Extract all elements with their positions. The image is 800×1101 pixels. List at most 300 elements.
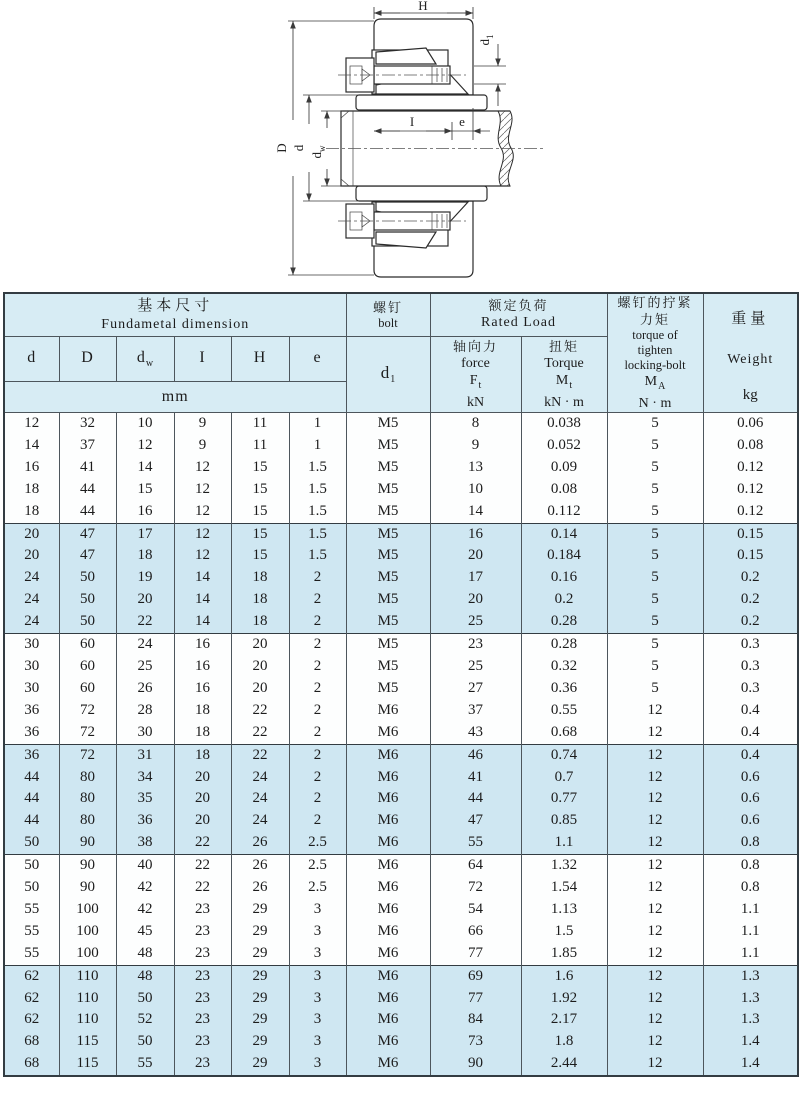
table-cell: 60: [59, 678, 116, 700]
table-cell: 29: [231, 1053, 289, 1076]
table-row: [4, 678, 798, 700]
torque-symbol: $M_t$: [555, 372, 573, 391]
label-d: d: [291, 144, 306, 152]
force-en: force: [461, 355, 490, 371]
col-I: I: [174, 336, 231, 382]
unit-mm: mm: [4, 382, 346, 413]
table-cell: 42: [116, 877, 174, 899]
header-weight-en: Weight: [727, 351, 774, 367]
table-cell: 25: [430, 611, 521, 633]
table-cell: 55: [116, 1053, 174, 1076]
table-cell: 22: [116, 611, 174, 633]
table-cell: M5: [346, 545, 430, 567]
header-tighten-unit: N · m: [638, 396, 672, 411]
table-cell: 5: [607, 545, 703, 567]
table-cell: 20: [231, 634, 289, 656]
table-cell: 22: [231, 722, 289, 744]
table-cell: 41: [59, 457, 116, 479]
table-cell: M6: [346, 722, 430, 744]
table-cell: 2.5: [289, 855, 346, 877]
table-cell: 0.2: [703, 611, 798, 633]
dimension-H: [374, 0, 473, 19]
table-cell: 50: [59, 589, 116, 611]
table-cell: 12: [607, 877, 703, 899]
table-cell: 0.08: [521, 479, 607, 501]
table-cell: 0.28: [521, 634, 607, 656]
table-row: [4, 567, 798, 589]
table-cell: 50: [59, 567, 116, 589]
table-row: [4, 457, 798, 479]
table-row: [4, 744, 798, 766]
table-cell: 20: [231, 678, 289, 700]
table-cell: 14: [174, 589, 231, 611]
table-cell: 3: [289, 921, 346, 943]
table-row: [4, 435, 798, 457]
table-cell: 5: [607, 611, 703, 633]
table-cell: 0.8: [703, 855, 798, 877]
table-cell: 12: [607, 1009, 703, 1031]
force-unit: kN: [466, 394, 485, 410]
table-cell: 0.55: [521, 700, 607, 722]
table-cell: 15: [231, 457, 289, 479]
table-cell: 22: [174, 877, 231, 899]
force-cn: 轴向力: [452, 338, 498, 354]
table-cell: 54: [430, 899, 521, 921]
table-cell: 55: [4, 943, 59, 965]
table-cell: M5: [346, 523, 430, 545]
table-cell: 2: [289, 810, 346, 832]
header-tighten-en3: locking-bolt: [624, 358, 686, 372]
table-cell: 0.77: [521, 788, 607, 810]
table-cell: 77: [430, 988, 521, 1010]
table-cell: M6: [346, 1053, 430, 1076]
table-row: [4, 1031, 798, 1053]
table-cell: 11: [231, 435, 289, 457]
table-cell: 3: [289, 943, 346, 965]
table-row: [4, 943, 798, 965]
table-cell: 1: [289, 435, 346, 457]
table-cell: 80: [59, 788, 116, 810]
table-cell: M6: [346, 855, 430, 877]
table-cell: 18: [4, 479, 59, 501]
table-cell: 20: [174, 810, 231, 832]
table-cell: 5: [607, 457, 703, 479]
table-cell: 14: [4, 435, 59, 457]
table-cell: 2: [289, 744, 346, 766]
table-cell: 2: [289, 611, 346, 633]
table-cell: 12: [607, 788, 703, 810]
table-row: [4, 611, 798, 633]
table-cell: 3: [289, 988, 346, 1010]
table-cell: 90: [59, 832, 116, 854]
table-cell: 12: [607, 943, 703, 965]
table-row: [4, 479, 798, 501]
table-cell: 12: [607, 810, 703, 832]
table-row: [4, 700, 798, 722]
table-cell: 0.8: [703, 832, 798, 854]
table-cell: 47: [59, 545, 116, 567]
table-cell: 35: [116, 788, 174, 810]
table-cell: 50: [116, 1031, 174, 1053]
table-cell: 23: [174, 988, 231, 1010]
torque-en: Torque: [544, 355, 584, 371]
table-cell: 27: [430, 678, 521, 700]
header-weight-cn: 重量: [731, 310, 770, 327]
label-I: I: [409, 114, 415, 129]
table-cell: 30: [4, 678, 59, 700]
table-cell: 29: [231, 988, 289, 1010]
table-cell: 52: [116, 1009, 174, 1031]
table-cell: 44: [59, 479, 116, 501]
table-cell: 9: [430, 435, 521, 457]
table-cell: 23: [174, 965, 231, 987]
table-cell: 23: [174, 943, 231, 965]
table-cell: 12: [174, 501, 231, 523]
technical-drawing: [0, 0, 800, 292]
table-row: [4, 501, 798, 523]
table-cell: 1.1: [521, 832, 607, 854]
table-row: [4, 767, 798, 789]
table-cell: 22: [174, 832, 231, 854]
table-cell: 110: [59, 965, 116, 987]
table-cell: 0.2: [521, 589, 607, 611]
table-cell: 80: [59, 767, 116, 789]
table-cell: 72: [59, 700, 116, 722]
table-cell: M5: [346, 501, 430, 523]
table-cell: 42: [116, 899, 174, 921]
header-rated-en: Rated Load: [481, 315, 556, 331]
table-cell: 110: [59, 1009, 116, 1031]
table-cell: 14: [116, 457, 174, 479]
table-cell: 100: [59, 899, 116, 921]
table-cell: 2: [289, 567, 346, 589]
table-cell: 47: [59, 523, 116, 545]
table-cell: 1.1: [703, 899, 798, 921]
table-row: [4, 788, 798, 810]
table-cell: 0.06: [703, 413, 798, 435]
table-cell: 0.68: [521, 722, 607, 744]
table-cell: M6: [346, 988, 430, 1010]
header-tighten-cn2: 力矩: [640, 312, 671, 327]
header-tighten-en2: tighten: [637, 343, 673, 357]
table-cell: 20: [231, 656, 289, 678]
table-cell: 1.5: [521, 921, 607, 943]
table-row: [4, 545, 798, 567]
label-e: e: [459, 114, 465, 129]
table-cell: 5: [607, 435, 703, 457]
table-cell: 44: [4, 767, 59, 789]
table-cell: 2: [289, 634, 346, 656]
table-cell: 18: [231, 611, 289, 633]
table-cell: M6: [346, 832, 430, 854]
table-cell: 0.7: [521, 767, 607, 789]
header-basic-dimension: [4, 293, 346, 336]
table-cell: 44: [430, 788, 521, 810]
table-cell: 23: [430, 634, 521, 656]
table-cell: 1.8: [521, 1031, 607, 1053]
table-cell: 12: [607, 767, 703, 789]
table-cell: 50: [4, 877, 59, 899]
table-cell: M6: [346, 767, 430, 789]
table-cell: 0.4: [703, 744, 798, 766]
table-cell: 115: [59, 1031, 116, 1053]
table-cell: 24: [231, 788, 289, 810]
table-cell: 50: [4, 832, 59, 854]
table-cell: 1.6: [521, 965, 607, 987]
header-weight-unit: kg: [742, 386, 758, 403]
table-cell: 29: [231, 1009, 289, 1031]
table-cell: 16: [116, 501, 174, 523]
table-cell: 62: [4, 988, 59, 1010]
table-cell: 0.052: [521, 435, 607, 457]
table-cell: M5: [346, 413, 430, 435]
table-cell: 0.2: [703, 567, 798, 589]
label-H: H: [418, 0, 428, 13]
table-cell: 23: [174, 1031, 231, 1053]
header-basic-cn: 基本尺寸: [137, 297, 214, 314]
table-row: [4, 832, 798, 854]
table-cell: M6: [346, 877, 430, 899]
table-cell: 0.3: [703, 678, 798, 700]
table-cell: 0.6: [703, 788, 798, 810]
table-cell: 0.6: [703, 810, 798, 832]
table-cell: 30: [4, 656, 59, 678]
table-cell: 29: [231, 943, 289, 965]
table-cell: 3: [289, 1053, 346, 1076]
table-cell: 0.2: [703, 589, 798, 611]
table-cell: 50: [4, 855, 59, 877]
table-cell: 5: [607, 656, 703, 678]
table-row: [4, 965, 798, 987]
header-basic-en: Fundametal dimension: [101, 316, 250, 332]
table-cell: 37: [430, 700, 521, 722]
table-cell: 12: [607, 921, 703, 943]
spec-table-wrap: [3, 292, 799, 1077]
table-cell: 1.4: [703, 1031, 798, 1053]
table-cell: 0.4: [703, 722, 798, 744]
table-cell: 5: [607, 678, 703, 700]
table-cell: 29: [231, 921, 289, 943]
header-bolt-cn: 螺钉: [372, 299, 403, 315]
table-cell: 0.74: [521, 744, 607, 766]
table-cell: 0.4: [703, 700, 798, 722]
table-cell: 1.5: [289, 501, 346, 523]
table-cell: 0.32: [521, 656, 607, 678]
table-cell: 2: [289, 656, 346, 678]
col-d1: $d_1$: [346, 336, 430, 413]
table-cell: 2.5: [289, 877, 346, 899]
table-cell: 23: [174, 1009, 231, 1031]
table-cell: M6: [346, 1009, 430, 1031]
table-cell: M6: [346, 965, 430, 987]
table-cell: 20: [430, 545, 521, 567]
table-cell: 73: [430, 1031, 521, 1053]
table-cell: 0.8: [703, 877, 798, 899]
table-cell: 90: [59, 877, 116, 899]
table-cell: 9: [174, 413, 231, 435]
table-row: [4, 1053, 798, 1076]
table-cell: 16: [4, 457, 59, 479]
table-cell: 12: [174, 523, 231, 545]
table-cell: 66: [430, 921, 521, 943]
table-cell: 3: [289, 965, 346, 987]
table-cell: M6: [346, 788, 430, 810]
table-cell: 12: [116, 435, 174, 457]
table-cell: 29: [231, 1031, 289, 1053]
table-cell: 2.5: [289, 832, 346, 854]
force-symbol: $F_t$: [469, 372, 482, 391]
table-cell: 2: [289, 722, 346, 744]
table-cell: M6: [346, 921, 430, 943]
table-cell: 64: [430, 855, 521, 877]
table-cell: M6: [346, 899, 430, 921]
table-cell: 68: [4, 1031, 59, 1053]
table-cell: 12: [607, 899, 703, 921]
table-cell: 1.5: [289, 523, 346, 545]
table-cell: 17: [116, 523, 174, 545]
table-body: [4, 413, 798, 1077]
table-cell: 23: [174, 1053, 231, 1076]
table-cell: 9: [174, 435, 231, 457]
table-row: [4, 877, 798, 899]
table-cell: 18: [231, 567, 289, 589]
table-cell: 18: [231, 589, 289, 611]
table-cell: 0.14: [521, 523, 607, 545]
table-cell: 44: [59, 501, 116, 523]
table-cell: 12: [607, 700, 703, 722]
table-cell: 72: [59, 744, 116, 766]
table-cell: 14: [174, 611, 231, 633]
table-cell: M5: [346, 656, 430, 678]
table-cell: M6: [346, 700, 430, 722]
table-cell: 2: [289, 678, 346, 700]
table-cell: 0.112: [521, 501, 607, 523]
table-cell: 0.6: [703, 767, 798, 789]
table-cell: 23: [174, 899, 231, 921]
table-cell: 18: [116, 545, 174, 567]
table-cell: 18: [174, 722, 231, 744]
table-cell: 50: [116, 988, 174, 1010]
table-cell: 72: [430, 877, 521, 899]
table-cell: 12: [4, 413, 59, 435]
table-cell: 90: [59, 855, 116, 877]
table-cell: 20: [4, 523, 59, 545]
table-cell: 22: [231, 700, 289, 722]
table-cell: 15: [116, 479, 174, 501]
table-cell: M5: [346, 457, 430, 479]
table-cell: 3: [289, 899, 346, 921]
table-cell: 11: [231, 413, 289, 435]
table-cell: 15: [231, 545, 289, 567]
table-cell: 1.5: [289, 479, 346, 501]
label-d1: $d_1$: [477, 34, 495, 46]
table-cell: 0.15: [703, 523, 798, 545]
table-cell: 43: [430, 722, 521, 744]
table-cell: 0.12: [703, 501, 798, 523]
table-cell: 90: [430, 1053, 521, 1076]
table-cell: 26: [231, 855, 289, 877]
table-cell: 60: [59, 634, 116, 656]
table-cell: 36: [4, 700, 59, 722]
table-cell: M5: [346, 479, 430, 501]
table-row: [4, 722, 798, 744]
table-cell: 10: [430, 479, 521, 501]
table-cell: M5: [346, 589, 430, 611]
table-cell: 12: [607, 855, 703, 877]
table-cell: 13: [430, 457, 521, 479]
table-cell: 14: [430, 501, 521, 523]
table-cell: 55: [4, 899, 59, 921]
table-cell: 15: [231, 501, 289, 523]
table-cell: 20: [174, 767, 231, 789]
table-cell: 28: [116, 700, 174, 722]
label-dw: $d_w$: [309, 145, 327, 159]
table-cell: 31: [116, 744, 174, 766]
table-cell: 1.3: [703, 965, 798, 987]
table-cell: 38: [116, 832, 174, 854]
table-cell: 5: [607, 479, 703, 501]
table-cell: 26: [231, 877, 289, 899]
table-cell: 12: [607, 832, 703, 854]
table-cell: 18: [4, 501, 59, 523]
table-cell: 5: [607, 634, 703, 656]
table-cell: 22: [174, 855, 231, 877]
col-e: e: [289, 336, 346, 382]
table-cell: 47: [430, 810, 521, 832]
col-H: H: [231, 336, 289, 382]
table-cell: 77: [430, 943, 521, 965]
table-cell: 20: [174, 788, 231, 810]
table-cell: 19: [116, 567, 174, 589]
table-cell: 20: [430, 589, 521, 611]
table-cell: 12: [607, 965, 703, 987]
table-cell: 1.92: [521, 988, 607, 1010]
header-rated-load: [430, 293, 607, 336]
table-cell: 12: [607, 1053, 703, 1076]
table-cell: 29: [231, 965, 289, 987]
table-cell: 34: [116, 767, 174, 789]
table-cell: M6: [346, 810, 430, 832]
header-tighten-cn1: 螺钉的拧紧: [617, 295, 693, 310]
table-cell: M6: [346, 744, 430, 766]
label-D: D: [274, 143, 289, 153]
table-cell: 1.1: [703, 943, 798, 965]
header-tighten-en1: torque of: [632, 328, 678, 342]
table-cell: 2: [289, 767, 346, 789]
table-cell: M5: [346, 435, 430, 457]
table-cell: 100: [59, 921, 116, 943]
table-cell: 8: [430, 413, 521, 435]
table-cell: M5: [346, 634, 430, 656]
table-cell: 48: [116, 943, 174, 965]
table-cell: 69: [430, 965, 521, 987]
table-cell: 1.3: [703, 1009, 798, 1031]
torque-cn: 扭矩: [549, 338, 580, 354]
table-cell: M5: [346, 567, 430, 589]
table-cell: 12: [607, 744, 703, 766]
table-cell: 44: [4, 788, 59, 810]
table-cell: 36: [116, 810, 174, 832]
table-cell: 1.4: [703, 1053, 798, 1076]
table-cell: 0.08: [703, 435, 798, 457]
table-cell: 2: [289, 589, 346, 611]
col-d: d: [4, 336, 59, 382]
table-cell: 12: [607, 722, 703, 744]
table-cell: 1.5: [289, 457, 346, 479]
col-axial-force: [430, 336, 521, 413]
table-cell: 1.5: [289, 545, 346, 567]
table-row: [4, 589, 798, 611]
